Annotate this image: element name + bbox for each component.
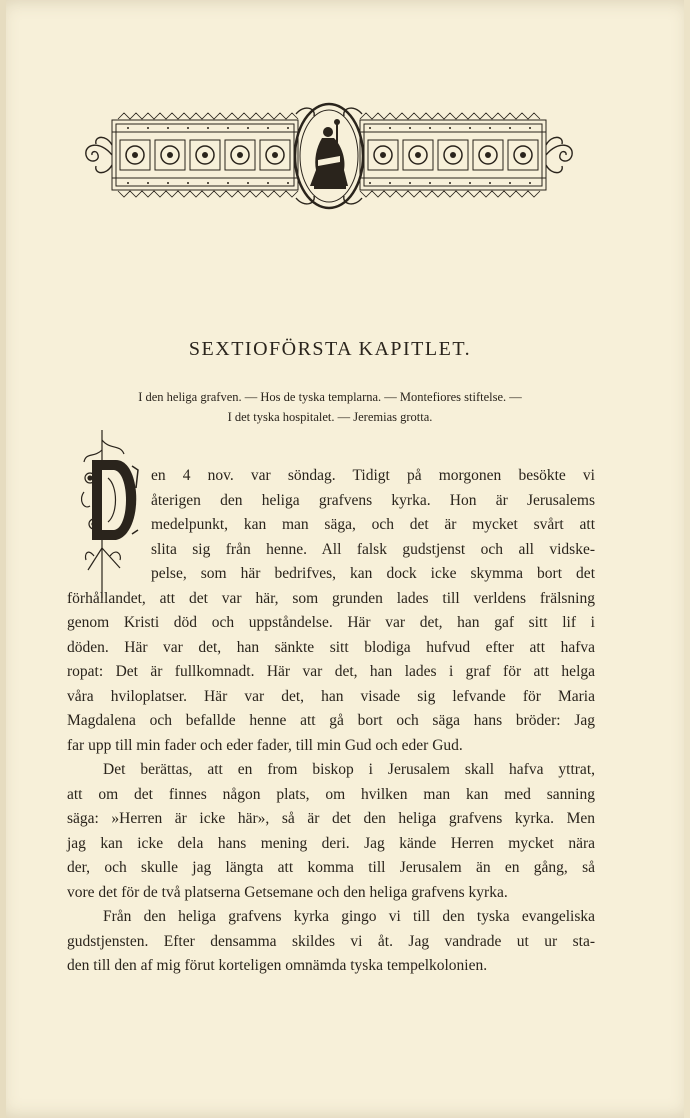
ornamental-headpiece-icon (78, 100, 580, 212)
text-line: att om det finnes någon plats, om hvilken man kan med sanning (67, 785, 595, 803)
text-line: en 4 nov. var söndag. Tidigt på morgonen besökte vi (151, 467, 595, 484)
text-line: vore det för de två platserna Getsemane och den heliga grafvens kyrka. (67, 883, 508, 901)
summary-line: I det tyska hospitalet. — Jeremias grotta. (227, 410, 433, 424)
text-line: jag kan icke dela hans mening deri. Jag kände Herren mycket nära (67, 834, 595, 852)
text-line: medelpunkt, kan man säga, och det är mycket svårt att (151, 516, 595, 533)
text-line: slita sig från henne. All falsk gudstjenst och all vidske- (151, 540, 595, 558)
text-line: Det berättas, att en from biskop i Jerusalem skall hafva yttrat, (103, 761, 595, 778)
text-line: våra hviloplatser. Här var det, han visade sig lefvande för Maria (67, 687, 595, 705)
chapter-title: SEXTIOFÖRSTA KAPITLET. (188, 338, 472, 360)
chapter-summary (70, 387, 590, 427)
text-line: pelse, som här bedrifves, kan dock icke skymma bort det (151, 565, 595, 582)
body-text (67, 464, 595, 979)
text-line: gudstjensten. Efter densamma skildes vi åt. Jag vandrade ut ur sta- (67, 932, 595, 950)
text-line: ropat: Det är fullkomnadt. Här var det, han lades i graf för att helga (67, 663, 595, 680)
text-line: far upp till min fader och eder fader, till min Gud och eder Gud. (67, 736, 463, 754)
text-line: Från den heliga grafvens kyrka gingo vi till den tyska evangeliska (103, 908, 595, 925)
text-line: säga: »Herren är icke här», så är det den heliga grafvens kyrka. Men (67, 810, 595, 827)
summary-line: I den heliga grafven. — Hos de tyska templarna. — Montefiores stiftelse. — (138, 390, 522, 404)
page-edge-right (684, 0, 690, 1118)
text-line: återigen den heliga grafvens kyrka. Hon är Jerusalems (151, 491, 595, 509)
text-line: döden. Här var det, han sänkte sitt blodiga hufvud efter att hafva (67, 638, 595, 656)
text-line: der, och skulle jag längta att komma till Jerusalem än en gång, så (67, 859, 595, 876)
text-line: förhållandet, att det var här, som grunden lades till verldens frälsning (67, 589, 595, 607)
text-line: Magdalena och befallde henne att gå bort och säga hans bröder: Jag (67, 712, 595, 729)
text-line: den till den af mig förut korteligen omnämda tyska tempelkolonien. (67, 957, 488, 974)
text-line: genom Kristi död och uppståndelse. Här var det, han gaf sitt lif i (67, 614, 595, 631)
page-edge-left (0, 0, 6, 1118)
